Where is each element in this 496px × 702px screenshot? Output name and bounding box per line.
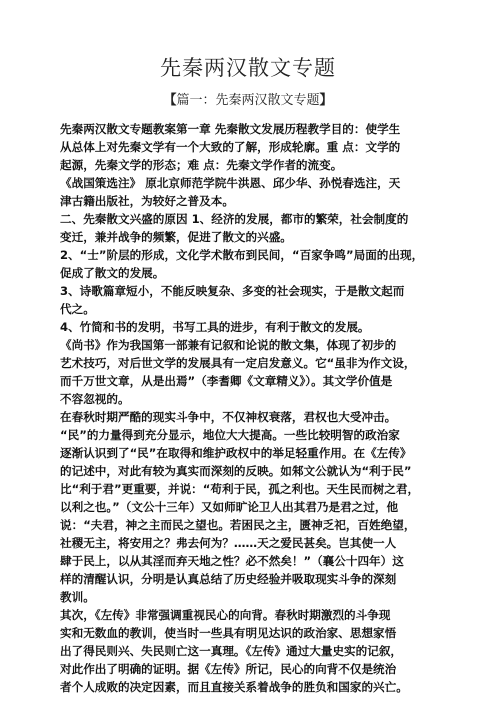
body-line: 比“利于君”更重要，并说：“苟利于民，孤之利也。天生民而树之君， [60,482,420,496]
body-line: 2、“士”阶层的形成，文化学术散布到民间，“百家争鸣”局面的出现， [60,248,424,262]
subtitle-text: 篇一：先秦两汉散文专题 [176,93,320,108]
body-line: 3、诗歌篇章短小，不能反映复杂、多变的社会现实，于是散文起而 [60,284,405,298]
body-line: 先秦两汉散文专题教案第一章 先秦散文发展历程教学目的：使学生 [60,122,401,136]
body-line: 说：“夫君，神之主而民之望也。若困民之主，匮神乏祀，百姓绝望， [60,518,416,532]
body-line: 逐渐认识到了“民”在取得和维护政权中的举足轻重作用。在《左传》 [60,446,412,460]
body-line: 样的清醒认识，分明是认真总结了历史经验并吸取现实斗争的深刻 [60,572,397,586]
body-line: 变迁，兼并战争的频繁，促进了散文的兴盛。 [60,230,292,244]
body-line: 促成了散文的发展。 [60,266,165,280]
body-line: 的记述中，对此有较为真实而深刻的反映。如邾文公就认为“利于民” [60,464,412,478]
subtitle-bracket-open: 【 [163,93,177,108]
body-line: 其次，《左传》非常强调重视民心的向背。春秋时期激烈的斗争现 [60,608,391,622]
body-line: 代之。 [60,302,95,316]
body-line: 者个人成败的决定因素，而且直接关系着战争的胜负和国家的兴亡。 [60,680,408,694]
body-line: 《战国策选注》 原北京师范学院牛洪恩、邱少华、孙悦春选注，天 [60,176,401,190]
body-line: 而千万世文章，从是出焉”（李耆卿《文章精义》）。其文学价值是 [60,374,393,388]
body-line: 肆于民上，以从其淫而弃天地之性？必不然矣！”（襄公十四年）这 [60,554,404,568]
body-line: 起源，先秦文学的形态；难 点：先秦文学作者的流变。 [60,158,343,172]
body-line: 在春秋时期严酷的现实斗争中，不仅神权衰落，君权也大受冲击。 [60,410,397,424]
document-subtitle [0,89,496,108]
body-line: 对此作出了明确的证明。据《左传》所记，民心的向背不仅是统治 [60,662,397,676]
body-line: 出了得民则兴、失民则亡这一真理。《左传》通过大量史实的记叙， [60,644,403,658]
body-line: 教训。 [60,590,95,604]
body-line: 4、竹简和书的发明，书写工具的进步，有利于散文的发展。 [60,320,370,334]
body-line: 不容忽视的。 [60,392,130,406]
document-title: 先秦两汉散文专题 [160,56,336,80]
body-line: 二、先秦散文兴盛的原因 1、经济的发展，都市的繁荣，社会制度的 [60,212,409,226]
body-line: 《尚书》作为我国第一部兼有记叙和论说的散文集，体现了初步的 [60,338,397,352]
document-body [60,120,440,696]
subtitle-bracket-close: 】 [319,93,333,108]
body-line: 津古籍出版社，为较好之普及本。 [60,194,234,208]
body-line: 社稷无主，将安用之？弗去何为？……天之爱民甚矣。岂其使一人 [60,536,397,550]
body-line: “民”的力量得到充分显示，地位大大提高。一些比较明智的政治家 [60,428,400,442]
body-line: 艺术技巧，对后世文学的发展具有一定启发意义。它“虽非为作文设， [60,356,416,370]
body-line: 实和无数血的教训，使当时一些具有明见达识的政治家、思想家悟 [60,626,397,640]
body-line: 以利之也。”（文公十三年）又如师旷论卫人出其君乃是君之过，他 [60,500,399,514]
body-line: 从总体上对先秦文学有一个大致的了解，形成轮廓。重 点：文学的 [60,140,401,154]
